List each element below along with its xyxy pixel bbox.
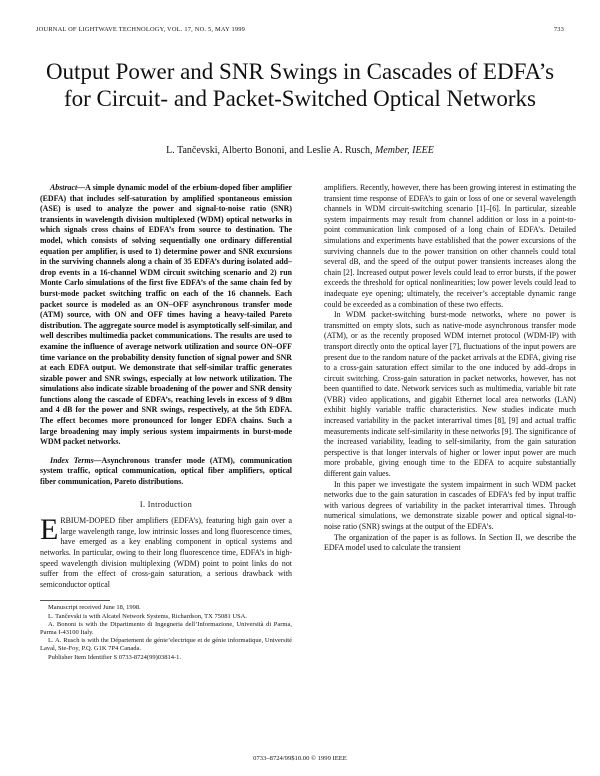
intro-text: RBIUM-DOPED fiber amplifiers (EDFA’s), featuring high gain over a large wavelength range, low intrinsic losses and long fluorescence times, have emerged as a key enabling component in optical systems and networks. In particular, owing to their long fluorescence time, EDFA’s in high-speed wavelength division multiplexing (WDM) point to point links do not suffer from the effect of cross-gain saturation, a serious drawback with semiconductor optical xyxy=(40,516,292,589)
body-paragraph: amplifiers. Recently, however, there has been growing interest in estimating the transient time response of EDFA’s to gain or loss of one or several wavelength channels in WDM circuit-switching scenario [1]–[6]. In particular, sizeable system impairments may result from channel addition or loss in a point-to-point communication link composed of a long chain of EDFA’s. Detailed simulations and experiments have established that the power excursions of the surviving channels due to the power transition on other channels could total several dB, and the speed of the output power transients increases along the chain [2]. Increased output power levels could lead to error bursts, if the power exceeds the threshold for optical nonlinearities; low power levels could lead to inadequate eye opening; ultimately, the receiver’s acceptable dynamic range could be exceeded as a combination of these two effects. xyxy=(324,183,576,309)
footnote-publisher-id: Publisher Item Identifier S 0733-8724(99)03814-1. xyxy=(48,653,182,661)
footnote-received: Manuscript received June 18, 1998. xyxy=(48,604,141,612)
footnote-author-2: A. Bononi is with the Dipartimento di Ingegneria dell’Informazione, Università di Parma, Parma I-43100 Italy. xyxy=(40,620,292,636)
body-paragraph: The organization of the paper is as follows. In Section II, we describe the EDFA model used to calculate the transient xyxy=(324,532,576,553)
paper-title: Output Power and SNR Swings in Cascades of EDFA’s for Circuit- and Packet-Switched Optical Networks xyxy=(45,59,555,111)
index-terms-label: Index Terms— xyxy=(50,455,102,465)
body-paragraph: In WDM packet-switching burst-mode networks, where no power is transmitted on empty slots, such as native-mode asynchronous transfer mode (ATM), or as the recently proposed WDM internet protocol (WDM-IP) with transport directly onto the optical layer [7], fluctuations of the input powers are present due to the random nature of the packet arrivals at the EDFA, giving rise to a cross-gain saturation effect similar to the one induced by add–drops in circuit switching. Cross-gain saturation in packet networks, however, has not been quantified to date. Network services such as multimedia, variable bit rate (VBR) video applications, and gigabit Ethernet local area networks (LAN) exhibit highly variable traffic characteristics. New studies indicate much increased variability in the packet interarrival times [8], [9] and actual traffic measurements indicate self-similarity in these networks [9]. The significance of the increased variability, leading to self-similarity, from the gain saturation perspective is that longer intervals of higher or lower input power are much more probable, giving enough time to the EDFA to acquire substantially different gain values. xyxy=(324,310,576,479)
journal-name: JOURNAL OF LIGHTWAVE TECHNOLOGY, VOL. 17, NO. 5, MAY 1999 xyxy=(36,26,246,33)
drop-cap: E xyxy=(40,513,59,547)
footnote-author-1: L. Tančevski is with Alcatel Network Systems, Richardson, TX 75081 USA. xyxy=(48,612,247,620)
body-paragraph: In this paper we investigate the system impairment in such WDM packet networks due to the gain saturation in cascades of EDFA’s fed by input traffic with various degrees of variability in the packet interarrival times. Through numerical simulations, we demonstrate sizable power and optical signal-to-noise ratio (SNR) swings at the output of the EDFA’s. xyxy=(324,479,576,531)
right-column xyxy=(324,183,576,554)
index-terms-text: Asynchronous transfer mode (ATM), communication system traffic, optical communication, optical fiber amplifiers, optical fiber communication, Pareto distributions. xyxy=(40,455,292,487)
index-terms xyxy=(40,456,292,488)
left-column xyxy=(40,183,292,662)
abstract-label: Abstract— xyxy=(50,183,86,192)
author-names: L. Tančevski, Alberto Bononi, and Leslie A. Rusch, xyxy=(166,145,373,156)
intro-paragraph xyxy=(40,513,292,590)
abstract xyxy=(40,183,292,448)
page-number: 733 xyxy=(553,26,564,33)
author-membership: Member, IEEE xyxy=(374,145,434,156)
footnote-author-3: L. A. Rusch is with the Département de génie’electrique et de génie informatique, Université Laval, Ste-Foy, P.Q. G1K 7P4 Canada. xyxy=(40,637,292,653)
section-heading: I. Introduction xyxy=(139,499,193,509)
copyright-footer: 0733–8724/99$10.00 © 1999 IEEE xyxy=(253,755,347,762)
author-line xyxy=(36,145,564,156)
abstract-text: A simple dynamic model of the erbium-doped fiber amplifier (EDFA) that includes self-saturation by amplified spontaneous emission (ASE) is used to analyze the power and signal-to-noise ratio (SNR) transients in wavelength division multiplexed (WDM) optical networks in which signals cross chains of EDFA’s from source to destination. The model, which consists of solving sequentially one ordinary differential equation per amplifier, is used to 1) determine power and SNR excursions in the surviving channels along a chain of 35 EDFA’s during isolated add–drop events in a 16-channel WDM circuit switching scenario and 2) run Monte Carlo simulations of the first five EDFA’s of the same chain fed by burst-mode packet switching traffic on each of the 16 channels. Each packet source is modeled as an ON–OFF asynchronous transfer mode (ATM) source, with ON and OFF times having a heavy-tailed Pareto distribution. The aggregate source model is asymptotically self-similar, and well describes multimedia packet communications. The results are used to examine the influence of average network utilization and source ON–OFF time variance on the probability density function of signal power and SNR at each EDFA output. We demonstrate that self-similar traffic generates sizable power and SNR swings, especially at low network utilization. The simulations also indicate sizable broadening of the power and SNR density functions along the cascade of EDFA’s, reaching levels in excess of 9 dBm and 4 dB for the power and SNR swings, respectively, at the 5th EDFA. The effect becomes more pronounced for longer EDFA chains. Such a large broadening may imply serious system impairments in burst-mode WDM packet networks. xyxy=(40,183,292,447)
running-header xyxy=(36,26,564,33)
footnote-rule xyxy=(40,600,110,601)
